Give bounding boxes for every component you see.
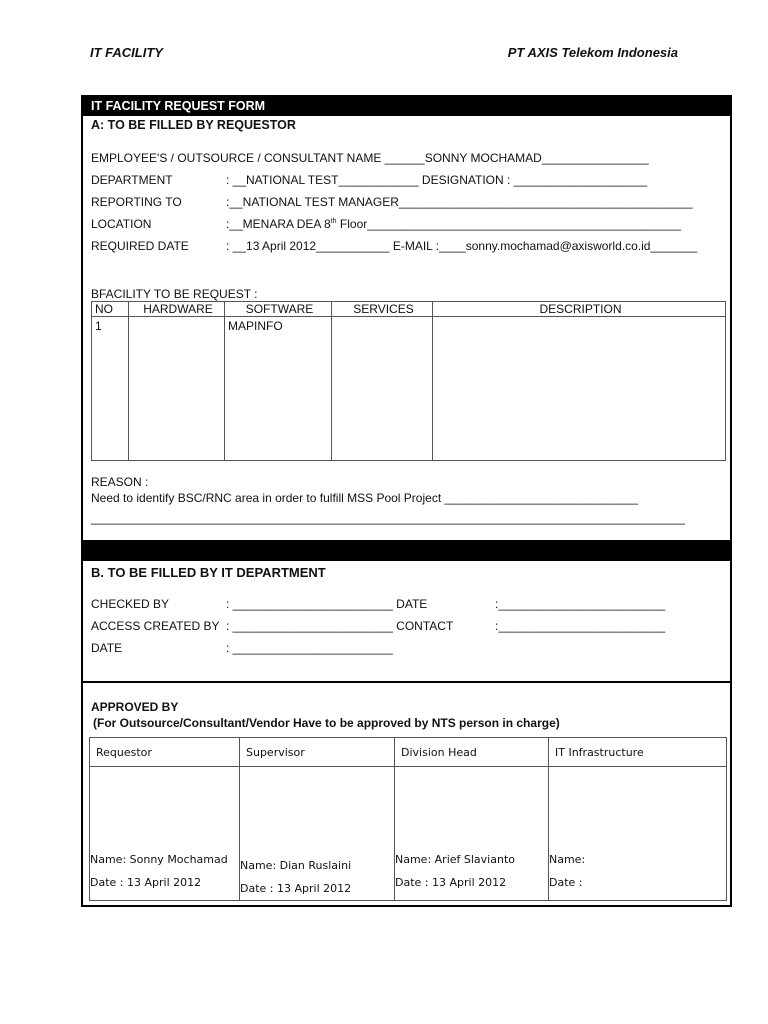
reporting-to-label: REPORTING TO [91, 195, 182, 209]
section-b-title: B. TO BE FILLED BY IT DEPARTMENT [91, 565, 326, 580]
access-created-by-label: ACCESS CREATED BY [91, 619, 220, 633]
table-header-services: SERVICES [332, 302, 433, 317]
requestor-date: Date : 13 April 2012 [90, 876, 202, 889]
table-header-software: SOFTWARE [225, 302, 332, 317]
reason-field-line-2[interactable]: _________________________________________________________________________________________ [91, 511, 685, 525]
location-value-rest: Floor_______________________________________________ [336, 217, 681, 231]
reason-label: REASON : [91, 475, 149, 489]
form-title: IT FACILITY REQUEST FORM [83, 97, 730, 116]
date-label: DATE [91, 641, 123, 655]
requestor-name: Name: Sonny Mochamad [90, 853, 228, 866]
signature-header-division-head: Division Head [395, 738, 549, 767]
table-header-hardware: HARDWARE [129, 302, 225, 317]
signature-header-supervisor: Supervisor [240, 738, 395, 767]
signature-cell-it-infrastructure[interactable] [549, 767, 727, 901]
required-date-label: REQUIRED DATE [91, 239, 189, 253]
approved-by-title: APPROVED BY [91, 700, 179, 714]
reporting-to-field[interactable]: :__NATIONAL TEST MANAGER____________________________________________ [226, 195, 693, 209]
employee-name-field[interactable]: EMPLOYEE'S / OUTSOURCE / CONSULTANT NAME ______SONNY MOCHAMAD________________ [91, 151, 649, 165]
header-company: PT AXIS Telekom Indonesia [507, 45, 678, 60]
it-infrastructure-name: Name: [549, 853, 586, 866]
table-cell-services[interactable] [332, 317, 433, 461]
header-title: IT FACILITY [90, 45, 163, 60]
date-field[interactable]: : ________________________ [226, 641, 393, 655]
signature-cell-supervisor[interactable] [240, 767, 395, 901]
request-form [81, 95, 732, 907]
table-cell-description[interactable] [433, 317, 726, 461]
table-header-description: DESCRIPTION [433, 302, 726, 317]
signature-cell-requestor[interactable] [90, 767, 240, 901]
department-label: DEPARTMENT [91, 173, 173, 187]
supervisor-name: Name: Dian Ruslaini [240, 859, 352, 872]
contact-field[interactable]: :_________________________ [495, 619, 666, 633]
signature-table [89, 737, 727, 901]
it-infrastructure-date: Date : [549, 876, 583, 889]
facility-table [91, 301, 726, 461]
section-b-divider [83, 681, 730, 683]
location-label: LOCATION [91, 217, 152, 231]
location-field[interactable] [226, 217, 681, 231]
table-cell-no[interactable]: 1 [92, 317, 129, 461]
table-row [92, 317, 726, 461]
section-a-title: A: TO BE FILLED BY REQUESTOR [91, 118, 296, 132]
table-cell-software[interactable]: MAPINFO [225, 317, 332, 461]
division-head-name: Name: Arief Slavianto [395, 853, 515, 866]
signature-header-it-infrastructure: IT Infrastructure [549, 738, 727, 767]
required-date-field[interactable]: : __13 April 2012___________ E-MAIL :____sonny.mochamad@axisworld.co.id_______ [226, 239, 698, 253]
checked-by-field[interactable]: : ________________________ DATE [226, 597, 428, 611]
checked-date-field[interactable]: :_________________________ [495, 597, 666, 611]
signature-cell-division-head[interactable] [395, 767, 549, 901]
page-header [90, 45, 678, 65]
section-divider [83, 540, 730, 561]
access-created-by-field[interactable]: : ________________________ CONTACT [226, 619, 454, 633]
location-superscript: th [330, 218, 337, 225]
reason-field[interactable]: Need to identify BSC/RNC area in order to fulfill MSS Pool Project _____________________________ [91, 491, 639, 505]
approved-by-note: (For Outsource/Consultant/Vendor Have to be approved by NTS person in charge) [93, 716, 560, 730]
location-value: :__MENARA DEA 8 [226, 217, 331, 231]
supervisor-date: Date : 13 April 2012 [240, 882, 352, 895]
signature-header-requestor: Requestor [90, 738, 240, 767]
table-header-no: NO [92, 302, 129, 317]
division-head-date: Date : 13 April 2012 [395, 876, 507, 889]
department-field[interactable]: : __NATIONAL TEST____________ DESIGNATION : ____________________ [226, 173, 648, 187]
facility-heading: BFACILITY TO BE REQUEST : [91, 287, 258, 301]
checked-by-label: CHECKED BY [91, 597, 170, 611]
table-cell-hardware[interactable] [129, 317, 225, 461]
